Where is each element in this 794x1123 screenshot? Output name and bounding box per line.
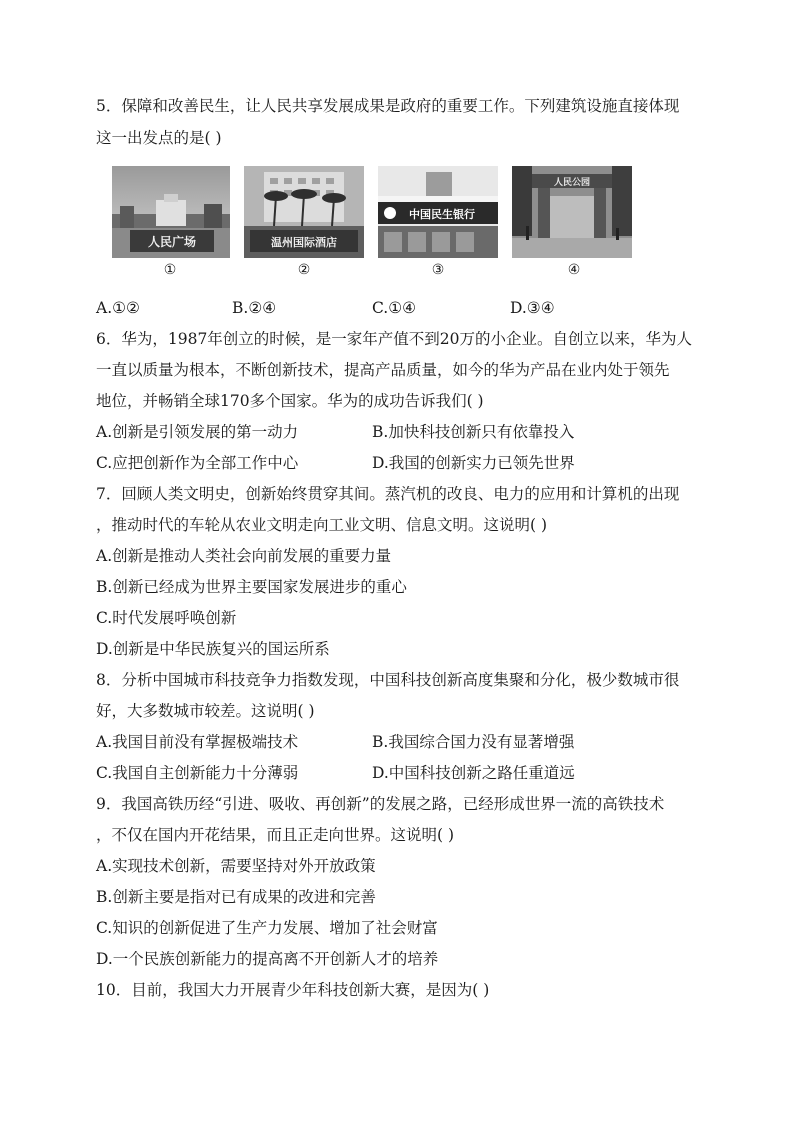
q7-option-d: D.创新是中华民族复兴的国运所系 — [96, 640, 330, 658]
q9-stem-line2: ，不仅在国内开花结果，而且正走向世界。这说明( ) — [96, 826, 455, 844]
q6-option-d: D.我国的创新实力已领先世界 — [372, 454, 575, 472]
q5-option-c: C.①④ — [372, 299, 417, 317]
q9-option-d: D.一个民族创新能力的提高离不开创新人才的培养 — [96, 950, 439, 968]
q5-option-a: A.①② — [96, 299, 140, 317]
q8-option-b: B.我国综合国力没有显著增强 — [372, 733, 575, 751]
q7-option-b: B.创新已经成为世界主要国家发展进步的重心 — [96, 578, 407, 596]
q5-photo-4-sign: 人民公园 — [553, 178, 591, 188]
q7-option-c: C.时代发展呼唤创新 — [96, 609, 237, 627]
q5-caption-4: ④ — [567, 262, 581, 278]
q9-option-c: C.知识的创新促进了生产力发展、增加了社会财富 — [96, 919, 438, 937]
q5-option-b: B.②④ — [232, 299, 277, 317]
q5-caption-2: ② — [297, 262, 311, 278]
q6-stem-line1: 6．华为，1987年创立的时候，是一家年产值不到20万的小企业。自创立以来，华为人 — [96, 330, 693, 348]
q7-stem-line2: ，推动时代的车轮从农业文明走向工业文明、信息文明。这说明( ) — [96, 516, 548, 534]
q8-stem-line2: 好，大多数城市较差。这说明( ) — [96, 702, 315, 720]
q8-option-c: C.我国自主创新能力十分薄弱 — [96, 764, 299, 782]
q5-photo-3 — [378, 166, 498, 258]
q5-option-d: D.③④ — [510, 299, 555, 317]
q5-caption-1: ① — [163, 262, 177, 278]
q7-option-a: A.创新是推动人类社会向前发展的重要力量 — [96, 547, 392, 565]
q5-stem-line2: 这一出发点的是( ) — [96, 129, 222, 147]
q9-option-a: A.实现技术创新，需要坚持对外开放政策 — [96, 857, 376, 875]
q8-option-d: D.中国科技创新之路任重道远 — [372, 764, 575, 782]
q9-stem-line1: 9．我国高铁历经“引进、吸收、再创新”的发展之路，已经形成世界一流的高铁技术 — [96, 795, 665, 813]
q5-photo-3-sign: 中国民生银行 — [409, 208, 475, 221]
q5-photo-1-sign: 人民广场 — [147, 235, 197, 249]
q6-option-b: B.加快科技创新只有依靠投入 — [372, 423, 575, 441]
q9-option-b: B.创新主要是指对已有成果的改进和完善 — [96, 888, 376, 906]
q6-option-a: A.创新是引领发展的第一动力 — [96, 423, 299, 441]
q8-stem-line1: 8．分析中国城市科技竞争力指数发现，中国科技创新高度集聚和分化，极少数城市很 — [96, 671, 680, 689]
q7-stem-line1: 7．回顾人类文明史，创新始终贯穿其间。蒸汽机的改良、电力的应用和计算机的出现 — [96, 485, 680, 503]
q8-option-a: A.我国目前没有掌握极端技术 — [96, 733, 299, 751]
q6-option-c: C.应把创新作为全部工作中心 — [96, 454, 299, 472]
q5-photo-2-sign: 温州国际酒店 — [271, 236, 337, 249]
q10-stem-line1: 10．目前，我国大力开展青少年科技创新大赛，是因为( ) — [96, 981, 490, 999]
q5-caption-3: ③ — [431, 262, 445, 278]
q5-stem-line1: 5．保障和改善民生，让人民共享发展成果是政府的重要工作。下列建筑设施直接体现 — [96, 97, 680, 115]
q6-stem-line2: 一直以质量为根本，不断创新技术，提高产品质量，如今的华为产品在业内处于领先 — [96, 361, 670, 379]
q5-photo-2 — [244, 166, 364, 258]
q5-photo-4 — [512, 166, 632, 258]
q6-stem-line3: 地位，并畅销全球170多个国家。华为的成功告诉我们( ) — [96, 392, 484, 410]
q5-photo-1 — [112, 166, 230, 258]
